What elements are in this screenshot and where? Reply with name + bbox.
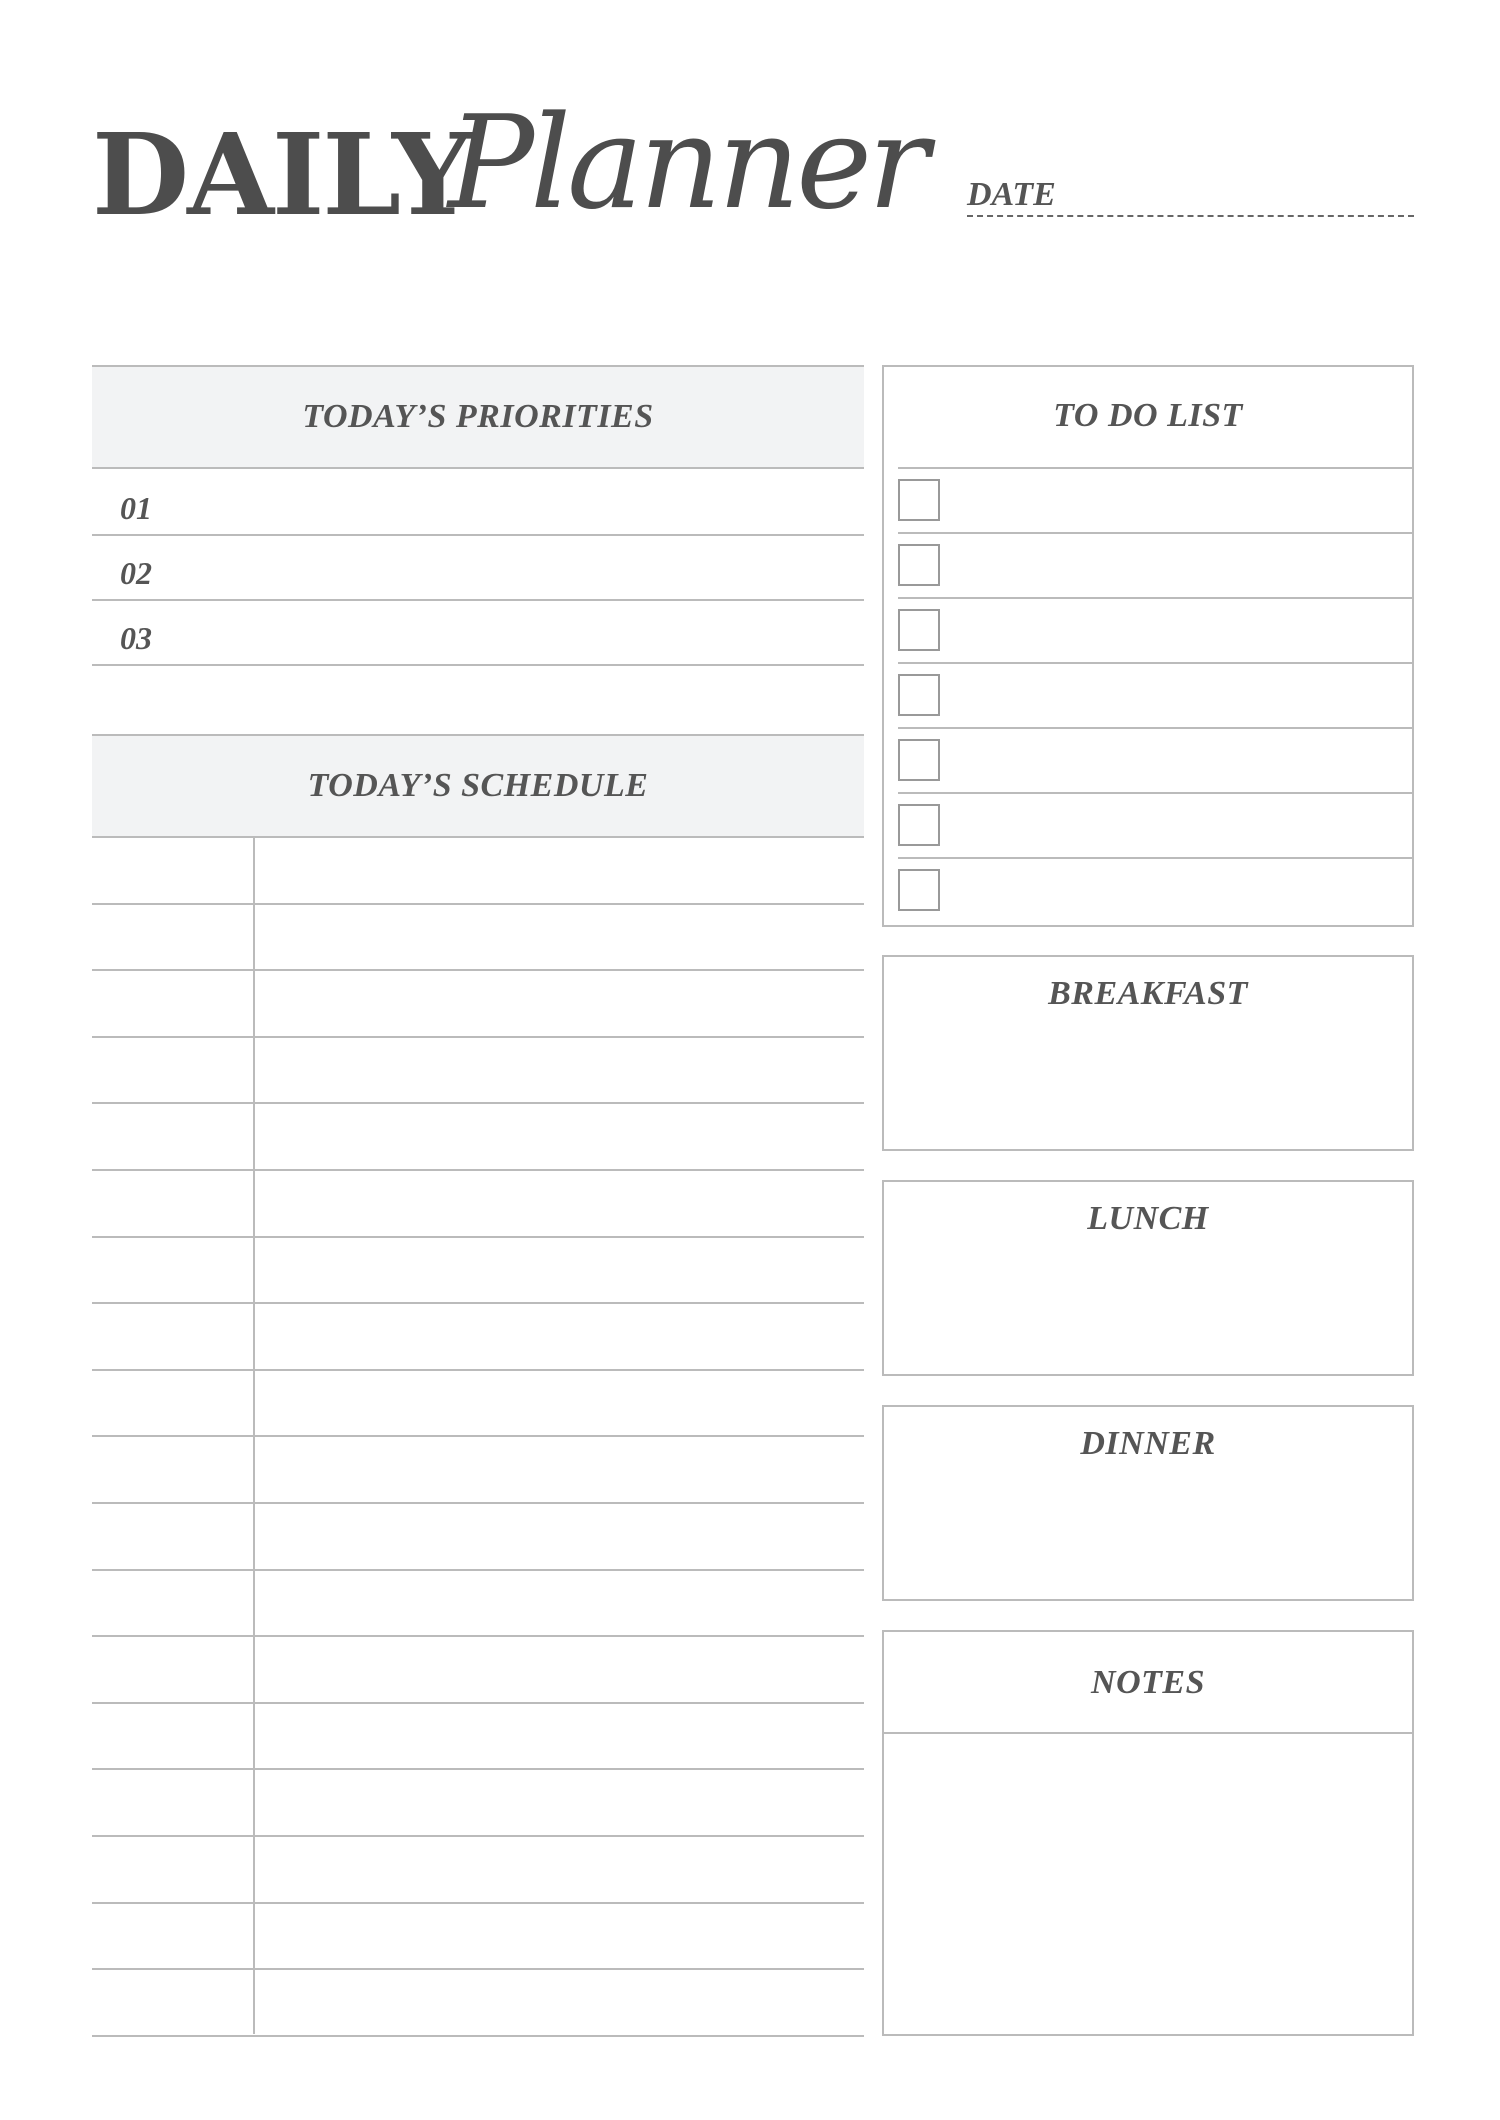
schedule-header: [92, 734, 864, 838]
priorities-header: [92, 365, 864, 469]
todo-checkbox[interactable]: [898, 804, 940, 846]
todo-box: [882, 365, 1414, 927]
todo-row-line[interactable]: [898, 792, 1414, 794]
lunch-box[interactable]: [882, 1180, 1414, 1376]
schedule-row-line[interactable]: [92, 1768, 864, 1770]
schedule-row-line[interactable]: [92, 903, 864, 905]
priority-line-3[interactable]: [92, 664, 864, 666]
schedule-row-line[interactable]: [92, 1502, 864, 1504]
schedule-row-line[interactable]: [92, 1635, 864, 1637]
schedule-row-line[interactable]: [92, 1569, 864, 1571]
schedule-row-line[interactable]: [92, 1968, 864, 1970]
notes-box[interactable]: [882, 1630, 1414, 2036]
schedule-row-line[interactable]: [92, 1702, 864, 1704]
schedule-row-line[interactable]: [92, 2035, 864, 2037]
schedule-row-line[interactable]: [92, 1169, 864, 1171]
schedule-row-line[interactable]: [92, 1835, 864, 1837]
todo-row-line[interactable]: [898, 662, 1414, 664]
schedule-row-line[interactable]: [92, 969, 864, 971]
priority-number-3: 03: [120, 620, 152, 656]
schedule-row-line[interactable]: [92, 1302, 864, 1304]
dinner-title: DINNER: [1080, 1425, 1216, 1462]
schedule-row-line[interactable]: [92, 1036, 864, 1038]
date-input-line[interactable]: [967, 215, 1414, 217]
title-daily: DAILY: [92, 110, 470, 241]
breakfast-box[interactable]: [882, 955, 1414, 1151]
todo-row-line[interactable]: [898, 532, 1414, 534]
priority-line-2[interactable]: [92, 599, 864, 601]
priority-number-2: 02: [120, 555, 152, 591]
lunch-title: LUNCH: [1087, 1200, 1209, 1237]
todo-checkbox[interactable]: [898, 609, 940, 651]
notes-title: NOTES: [1091, 1664, 1205, 1701]
todo-checkbox[interactable]: [898, 479, 940, 521]
todo-row-line[interactable]: [898, 727, 1414, 729]
todo-header-line: [898, 467, 1414, 469]
schedule-row-line[interactable]: [92, 1236, 864, 1238]
schedule-row-line[interactable]: [92, 1102, 864, 1104]
todo-checkbox[interactable]: [898, 544, 940, 586]
schedule-row-line[interactable]: [92, 1902, 864, 1904]
priorities-title: TODAY’S PRIORITIES: [302, 398, 654, 435]
breakfast-title: BREAKFAST: [1048, 975, 1248, 1012]
notes-divider: [884, 1732, 1412, 1734]
todo-checkbox[interactable]: [898, 869, 940, 911]
dinner-box[interactable]: [882, 1405, 1414, 1601]
date-label: DATE: [967, 176, 1056, 213]
schedule-row-line[interactable]: [92, 1369, 864, 1371]
todo-row-line[interactable]: [898, 597, 1414, 599]
todo-checkbox[interactable]: [898, 674, 940, 716]
priority-line-1[interactable]: [92, 534, 864, 536]
priority-number-1: 01: [120, 490, 152, 526]
title-planner: Planner: [448, 89, 926, 238]
todo-title: TO DO LIST: [1053, 397, 1243, 434]
schedule-title: TODAY’S SCHEDULE: [307, 767, 649, 804]
todo-checkbox[interactable]: [898, 739, 940, 781]
todo-row-line[interactable]: [898, 857, 1414, 859]
schedule-row-line[interactable]: [92, 1435, 864, 1437]
